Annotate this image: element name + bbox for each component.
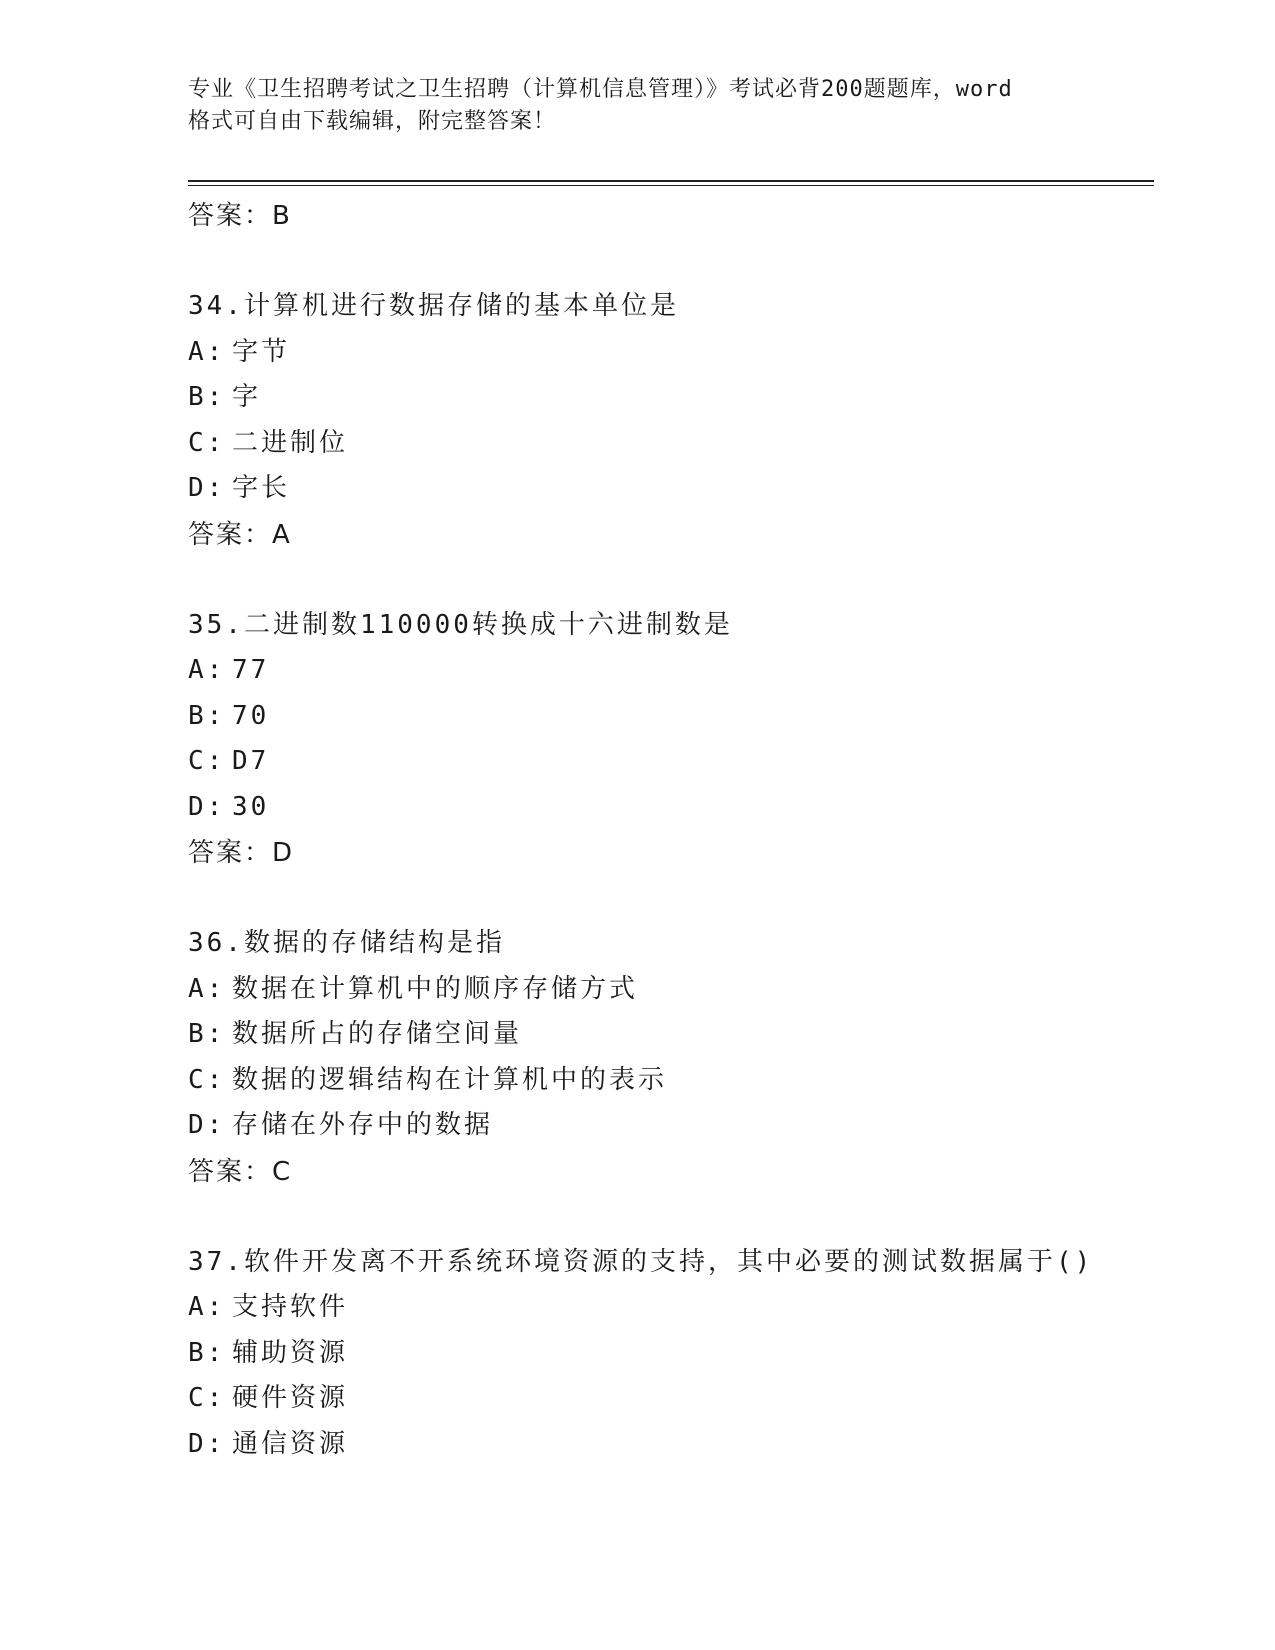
header-line-2: 格式可自由下载编辑，附完整答案！ (188, 109, 557, 134)
option-label: D: (188, 473, 226, 503)
option-text: 存储在外存中的数据 (232, 1110, 494, 1140)
option-text: 70 (232, 700, 270, 731)
option-text: 字 (232, 382, 262, 412)
question-title: 35.二进制数110000转换成十六进制数是 (188, 609, 733, 640)
option-c (188, 1058, 1148, 1104)
question-title: 37.软件开发离不开系统环境资源的支持，其中必要的测试数据属于() (188, 1246, 1094, 1277)
option-text: 支持软件 (232, 1292, 349, 1322)
option-a (188, 967, 1148, 1013)
option-text: 数据的逻辑结构在计算机中的表示 (232, 1064, 668, 1095)
question-list (188, 193, 1148, 1467)
document-header (188, 74, 1088, 138)
option-label: C: (188, 1383, 226, 1413)
header-rule-thin (188, 185, 1154, 186)
option-d (188, 1422, 1148, 1468)
option-d (188, 785, 1148, 831)
option-a (188, 1285, 1148, 1331)
option-c (188, 1376, 1148, 1422)
option-d (188, 1103, 1148, 1149)
question-block (188, 921, 1148, 1195)
spacer (188, 1195, 1148, 1240)
spacer (188, 239, 1148, 284)
question-block (188, 284, 1148, 558)
option-label: C: (188, 1064, 226, 1095)
option-text: 数据所占的存储空间量 (232, 1019, 523, 1049)
option-text: 字节 (232, 336, 291, 367)
option-b (188, 375, 1148, 421)
option-label: A: (188, 1292, 226, 1322)
option-b (188, 1331, 1148, 1377)
option-label: B: (188, 700, 226, 731)
question-block (188, 1240, 1148, 1468)
option-a (188, 648, 1148, 694)
option-text: 二进制位 (232, 427, 349, 458)
option-label: D: (188, 1110, 226, 1140)
option-label: D: (188, 791, 226, 822)
option-a (188, 330, 1148, 376)
header-line-1: 专业《卫生招聘考试之卫生招聘（计算机信息管理）》考试必背200题题库，word (188, 77, 1013, 102)
option-label: B: (188, 382, 226, 412)
option-c (188, 739, 1148, 785)
option-text: 硬件资源 (232, 1383, 349, 1413)
option-text: 通信资源 (232, 1428, 349, 1459)
spacer (188, 876, 1148, 921)
option-label: C: (188, 746, 226, 776)
option-label: A: (188, 655, 226, 685)
option-d (188, 466, 1148, 512)
previous-answer: 答案：B (188, 201, 292, 231)
spacer (188, 558, 1148, 603)
option-text: 字长 (232, 473, 291, 503)
option-text: D7 (232, 746, 270, 776)
question-title: 34.计算机进行数据存储的基本单位是 (188, 291, 679, 321)
option-text: 77 (232, 655, 270, 685)
option-b (188, 694, 1148, 740)
option-label: B: (188, 1019, 226, 1049)
option-b (188, 1012, 1148, 1058)
option-label: A: (188, 336, 226, 367)
option-text: 辅助资源 (232, 1337, 349, 1368)
header-rule-thick (188, 180, 1154, 182)
option-text: 数据在计算机中的顺序存储方式 (232, 973, 639, 1004)
answer: 答案：A (188, 519, 292, 550)
option-label: D: (188, 1428, 226, 1459)
option-label: A: (188, 973, 226, 1004)
option-text: 30 (232, 791, 270, 822)
option-label: C: (188, 427, 226, 458)
question-block (188, 603, 1148, 877)
option-c (188, 421, 1148, 467)
answer: 答案：D (188, 838, 295, 868)
question-title: 36.数据的存储结构是指 (188, 928, 505, 958)
option-label: B: (188, 1337, 226, 1368)
answer: 答案：C (188, 1156, 293, 1187)
